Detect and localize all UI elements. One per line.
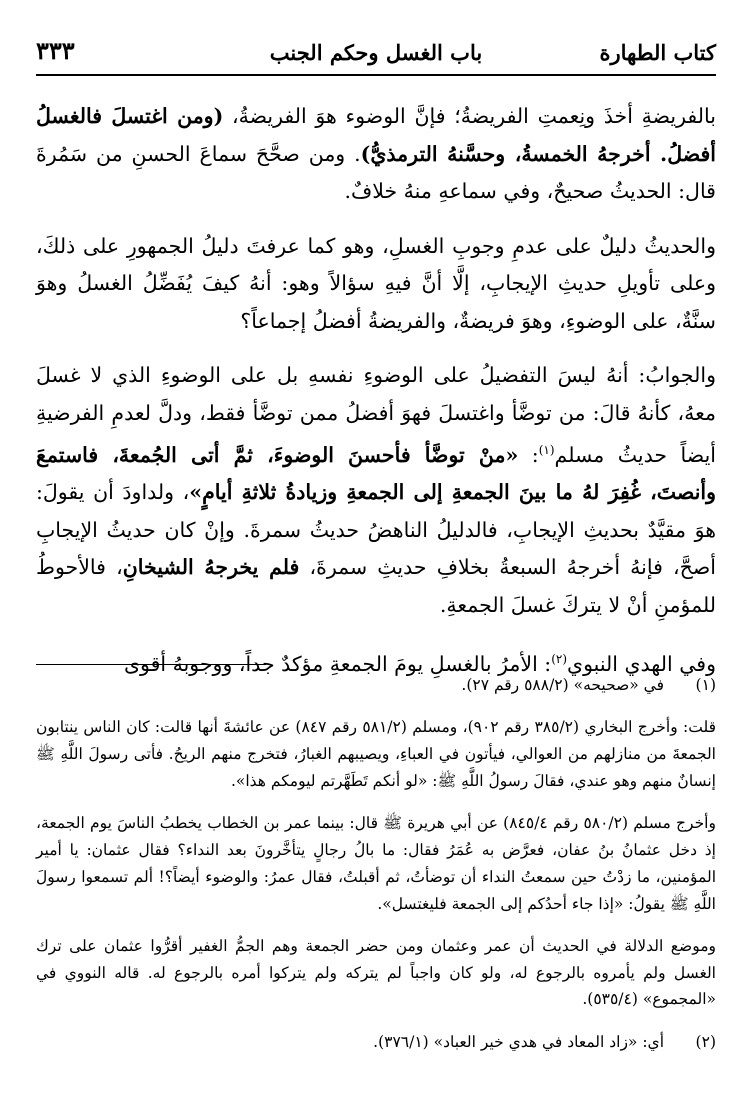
footnote-separator (36, 664, 266, 665)
footnotes (36, 672, 716, 1056)
paragraph-2: والحديثُ دليلٌ على عدمِ وجوبِ الغسلِ، وهو كما عرفتَ دليلُ الجمهورِ على ذلكَ، وعلى تأويلِ حديثِ الإيجابِ، إلَّا أنَّ فيهِ سؤالاً وهو: أنهُ كيفَ يُفَضِّلُ الغسلُ وهوَ سنَّةٌ، على الوضوءِ، وهوَ فريضةٌ، والفريضةُ أفضلُ إجماعاً؟ (36, 233, 716, 333)
footnote-number: (٢) (695, 1032, 716, 1051)
footnote-number: (١) (695, 676, 716, 694)
text-run: : (518, 442, 539, 467)
text-run: . ومن صحَّحَ سماعَ الحسنِ من سَمُرةَ قال: الحديثُ صحيحٌ، وفي سماعهِ منهُ خلافٌ. (36, 141, 716, 203)
footnote-line: أي: «زاد المعاد في هدي خير العباد» (٣٧٦/١). (373, 1032, 664, 1051)
main-text (36, 98, 716, 701)
text-run: ، ولداودَ أن يقولَ: هوَ مقيَّدٌ بحديثِ الإيجابِ، فالدليلُ الناهضُ حديثُ سمرةَ. وإنْ كان حديثُ الإيجابِ أصحَّ، فإنهُ أخرجهُ السبعةُ بخلافِ حديثِ سمرةَ، (36, 480, 716, 580)
footnote-line: وأخرج مسلم (٥٨٠/٢ رقم ٨٤٥/٤) عن أبي هريرة ﷺ قال: بينما عمر بن الخطاب يخطبُ الناسَ يوم الجمعة، إذ دخل عثمانُ بنُ عفان، فعرَّض به عُمَرُ فقال: ما بالُ رجالٍ يتأخَّرونَ بعد النداء؟ فقال عثمان: يا أمير المؤمنين، ما زدْتُ حين سمعتُ النداء أن توضأتُ، ثم أقبلتُ، فقال عمرُ: والوضوء أيضاً؟! ألم تسمعوا رسولَ اللَّهِ ﷺ يقولُ: «إذا جاء أحدُكم إلى الجمعة فليغتسل». (36, 814, 716, 913)
text-run: : الأمرُ بالغسلِ يومَ الجمعةِ مؤكدٌ جداً، ووجوبهُ أقوى (123, 652, 552, 677)
hadith-bold: (ومن اغتسلَ فالغسلُ أفضلُ. أخرجهُ الخمسةُ، وحسَّنهُ الترمذيُّ) (36, 104, 716, 166)
hadith-bold: «منْ توضَّأ فأحسنَ الوضوءَ، ثمَّ أتى الجُمعةَ، فاستمعَ وأنصتَ، غُفِرَ لهُ ما بينَ الجمعةِ إلى الجمعةِ وزيادةُ ثلاثةِ أيامٍ» (36, 442, 717, 505)
text-run: بالفريضةِ أخذَ ونِعمتِ الفريضةُ؛ فإنَّ الوضوء هوَ الفريضةُ، (223, 104, 716, 128)
paragraph-1 (36, 98, 716, 211)
footnote-ref-1[interactable]: (١) (538, 443, 555, 457)
footnote-line: وموضع الدلالة في الحديث أن عمر وعثمان ومن حضر الجمعة وهم الجمُّ الغفير أقرُّوا عثمان على ترك الغسل ولم يأمروه بالرجوع له، ولو كان واجباً لم يتركه ولم يتركوا أمره بالرجوع له. قاله النووي في «المجموع» (٥٣٥/٤). (36, 936, 716, 1009)
chapter-title: باب الغسل وحكم الجنب (269, 40, 483, 65)
footnote-line: في «صحيحه» (٥٨٨/٢ رقم ٢٧). (461, 676, 664, 694)
text-run: وفي الهدي النبوي (567, 652, 716, 677)
text-run: والجوابُ: أنهُ ليسَ التفضيلُ على الوضوءِ نفسهِ بل على الوضوءِ الذي لا غسلَ معهُ، كأنهُ قالَ: من توضَّأ واغتسلَ فهوَ أفضلُ ممن توضَّأ فقط، ودلَّ لعدمِ الفرضيةِ أيضاً حديثُ مسلم (36, 363, 716, 467)
page-header (36, 30, 716, 76)
page-number: ٣٣٣ (36, 36, 75, 65)
footnote-1-body (36, 714, 716, 1013)
book-title: كتاب الطهارة (599, 40, 716, 65)
footnote-line: قلت: وأخرج البخاري (٣٨٥/٢ رقم ٩٠٢)، ومسلم (٥٨١/٢ رقم ٨٤٧) عن عائشةَ أنها قالت: كان الناس ينتابون الجمعةَ من منازلهم من العوالي، فيأتون في العباءِ، ويصيبهم الغبارُ، فتخرج منهم الريحُ. فأتى رسولَ اللَّهِ ﷺ إنسانٌ منهم وهو عندي، فقالَ رسولُ اللَّهِ ﷺ: «لو أنكم تَطَهَّرتم ليومكم هذا». (36, 718, 716, 790)
text-run: ، فالأحوطُ للمؤمنِ أنْ لا يتركَ غسلَ الجمعةِ. (36, 555, 716, 617)
footnote-1 (36, 672, 716, 699)
paragraph-3 (36, 357, 716, 624)
footnote-2 (36, 1029, 716, 1056)
footnote-ref-2[interactable]: (٢) (551, 652, 568, 667)
text-bold: فلم يخرجهُ الشيخانِ (122, 555, 300, 580)
